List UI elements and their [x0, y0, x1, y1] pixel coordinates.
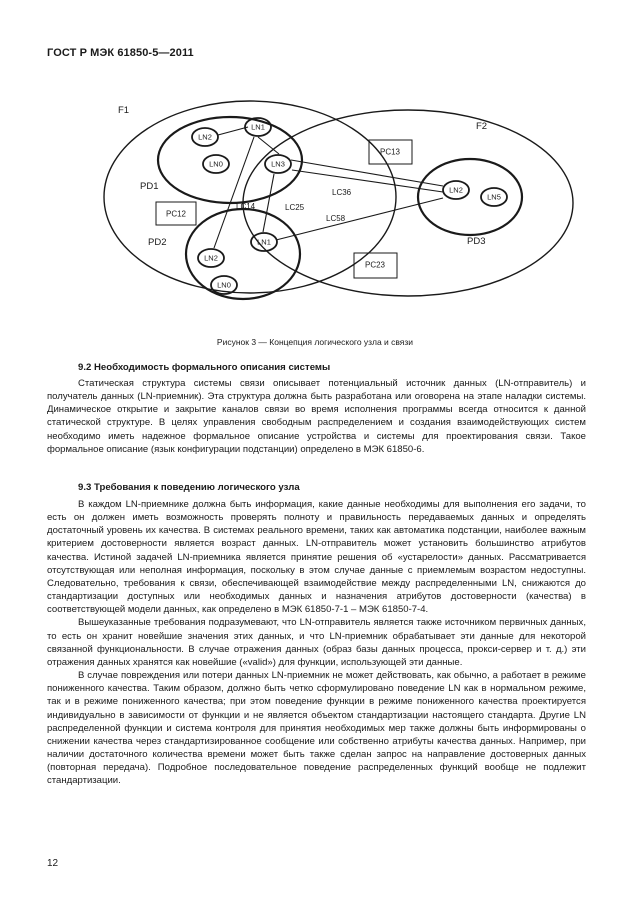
- paragraph: Статическая структура системы связи описывает потенциальный источник данных (LN-отправитель) и получатель данных (LN-приемник). Эта структура должна быть разработана или оговорена на этапе наладки системы. Динамическое открытие и закрытие каналов связи во время исполнения программы всегда относится к данной статической структуре. В целях управления свободным распределением и создания взаимодействующих систем необходимо иметь надежное формальное описание устройства и системы для проектирования связи. Такое формальное описание (язык конфигурации подстанции) определено в МЭК 61850-6.: [47, 378, 586, 455]
- label-pd2: PD2: [148, 237, 167, 248]
- section-9-2-body: [47, 377, 586, 456]
- page-header: ГОСТ Р МЭК 61850-5—2011: [47, 47, 194, 59]
- function-area-f1: [104, 101, 396, 293]
- pc-label: PC13: [379, 147, 401, 157]
- link-ln1-ln3: [258, 137, 279, 154]
- lc-label: LC58: [326, 214, 346, 223]
- paragraph: Вышеуказанные требования подразумевают, что LN-отправитель является также источником первичных данных, то есть он хранит новейшие значения этих данных, и что LN-приемник обрабатывает эти данные для некоторой связанной функциональности. В случае отражения данных (образ базы данных процесса, прокси-сервер и т. д.) эти отражения данных хранятся как новейшие («valid») для функции, использующей эти данные.: [47, 617, 586, 668]
- ln-label: LN0: [209, 159, 223, 169]
- logical-node-diagram: [0, 0, 630, 340]
- label-pd1: PD1: [140, 181, 159, 192]
- ln-label: LN5: [487, 192, 501, 202]
- ln-label: LN2: [204, 253, 218, 263]
- section-9-3-body: [47, 498, 586, 787]
- section-heading-9-3: 9.3 Требования к поведению логического узла: [78, 482, 300, 493]
- lc-label: LC36: [332, 188, 352, 197]
- ln-label: LN3: [271, 159, 285, 169]
- link-lc14: [214, 137, 254, 248]
- label-f2: F2: [476, 121, 488, 132]
- section-heading-9-2: 9.2 Необходимость формального описания системы: [78, 362, 331, 373]
- pc-label: PC12: [165, 209, 187, 219]
- figure-caption: Рисунок 3 — Концепция логического узла и связи: [216, 337, 414, 347]
- paragraph: В каждом LN-приемнике должна быть информация, какие данные необходимы для выполнения его задачи, то есть он должен иметь возможность проверять полноту и правильность передаваемых данных и определять достаточный уровень их качества. В системах реального времени, таких как автоматика подстанции, наиболее важным критерием достоверности является возраст данных. LN-отправитель может установить большинство атрибутов качества. Истиной задачей LN-приемника является принятие решения об «устарелости» данных. Рассматривается отсутствующая или неполная информация, поскольку в этом случае данные с приемлемым возрастом недоступны. Следовательно, требования к связи, обеспечивающей взаимодействие между распределенными LN, снижаются до стандартизации доступных или необходимых данных и назначения атрибутов достоверности (качества) в соответствующей модели данных, как определено в МЭК 61850-7-1 – МЭК 61850-7-4.: [47, 499, 586, 616]
- ln-label: LN2: [198, 132, 212, 142]
- ln-label: LN0: [217, 280, 231, 290]
- link-ln2-ln1: [218, 127, 248, 135]
- pc-label: PC23: [364, 260, 386, 270]
- lc-label: LC14: [236, 202, 256, 211]
- link-lc25: [263, 174, 274, 232]
- lc-label: LC25: [285, 203, 305, 212]
- ln-label: LN1: [251, 122, 265, 132]
- label-pd3: PD3: [467, 236, 486, 247]
- label-f1: F1: [118, 105, 130, 116]
- paragraph: В случае повреждения или потери данных LN-приемник не может действовать, как обычно, а работает в режиме пониженного качества. Таким образом, должно быть четко сформулировано поведение LN как в нормальном режиме, так и в режиме пониженного качества; при этом поведение функции в режиме пониженного качества проектируется индивидуально в зависимости от функции и не является объектом стандартизации настоящего стандарта. Другие LN распределенной функции и система контроля для принятия необходимых мер также должны быть информированы о снижении качества через стандартизированное сообщение или собственно атрибуты качества данных. Например, при наличии достаточного количества времени может быть также сделан запрос на направление достоверных данных (повторная передача). Подробное последовательное поведение распределенных функций вообще не подлежит стандартизации.: [47, 670, 586, 787]
- physical-device-pd2: [186, 209, 300, 299]
- ln-label: LN2: [449, 185, 463, 195]
- ln-label: LN1: [257, 237, 271, 247]
- page-number: 12: [47, 858, 59, 869]
